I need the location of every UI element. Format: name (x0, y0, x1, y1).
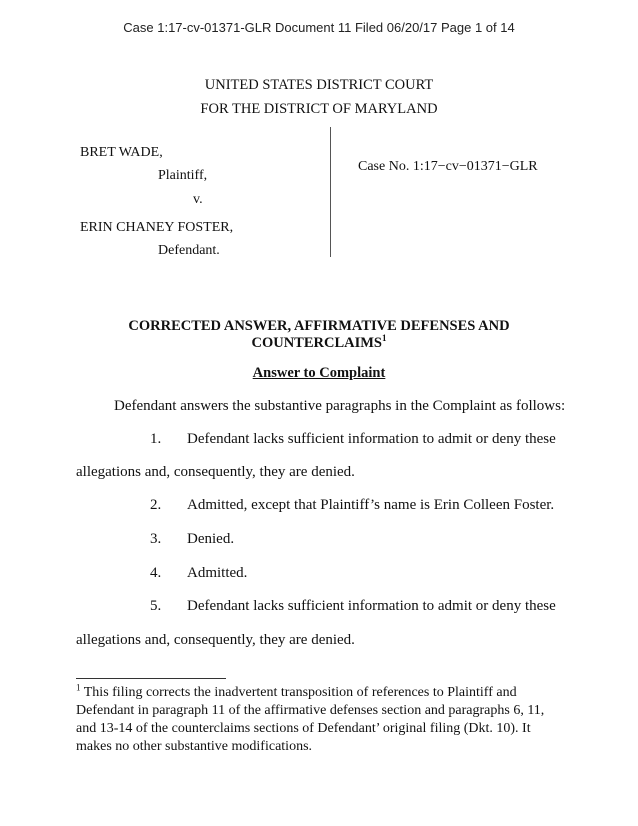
paragraph-continuation: allegations and, consequently, they are denied. (76, 632, 355, 648)
footnote-text: This filing corrects the inadvertent transposition of references to Plaintiff and Defendant in paragraph 11 of the affirmative defenses section and paragraphs 6, 11, and 13-14 of the counterclaims sections of Defendant’ original filing (Dkt. 10). It makes no other substantive modifications. (76, 685, 545, 754)
paragraph-number: 3. (150, 531, 162, 547)
paragraph-text: Denied. (187, 531, 235, 547)
document-title-line2: COUNTERCLAIMS$^1$ (251, 333, 387, 351)
case-number: Case No. 1:17−cv−01371−GLR (358, 159, 538, 174)
caption-divider (330, 127, 331, 257)
footnote-separator (76, 678, 226, 679)
paragraph-text: Admitted, except that Plaintiff’s name is Erin Colleen Foster. (187, 497, 555, 513)
plaintiff-name: BRET WADE, (80, 145, 163, 160)
document-title-line1: CORRECTED ANSWER, AFFIRMATIVE DEFENSES AND (128, 318, 510, 334)
paragraph-number: 5. (150, 598, 162, 614)
defendant-name: ERIN CHANEY FOSTER, (80, 220, 234, 235)
document-header: Case 1:17-cv-01371-GLR Document 11 Filed 06/20/17 Page 1 of 14 (123, 20, 515, 35)
paragraph-continuation: allegations and, consequently, they are denied. (76, 464, 355, 480)
court-name-line2: FOR THE DISTRICT OF MARYLAND (200, 101, 438, 117)
defendant-role: Defendant. (158, 243, 220, 258)
paragraph-text: Defendant lacks sufficient information to admit or deny these (187, 431, 556, 447)
court-name-line1: UNITED STATES DISTRICT COURT (204, 77, 434, 93)
paragraph-number: 2. (150, 497, 162, 513)
paragraph-number: 4. (150, 565, 162, 581)
paragraph-text: Admitted. (187, 565, 248, 581)
footnote-mark: 1 (76, 682, 81, 693)
plaintiff-role: Plaintiff, (158, 168, 208, 183)
paragraph-text: Defendant lacks sufficient information to admit or deny these (187, 598, 556, 614)
footnote-reference: 1 (382, 333, 387, 344)
footnote (76, 684, 566, 756)
versus: v. (193, 192, 203, 207)
paragraph-number: 1. (150, 431, 162, 447)
section-heading: Answer to Complaint (252, 365, 386, 381)
intro-paragraph: Defendant answers the substantive paragraphs in the Complaint as follows: (114, 398, 566, 414)
